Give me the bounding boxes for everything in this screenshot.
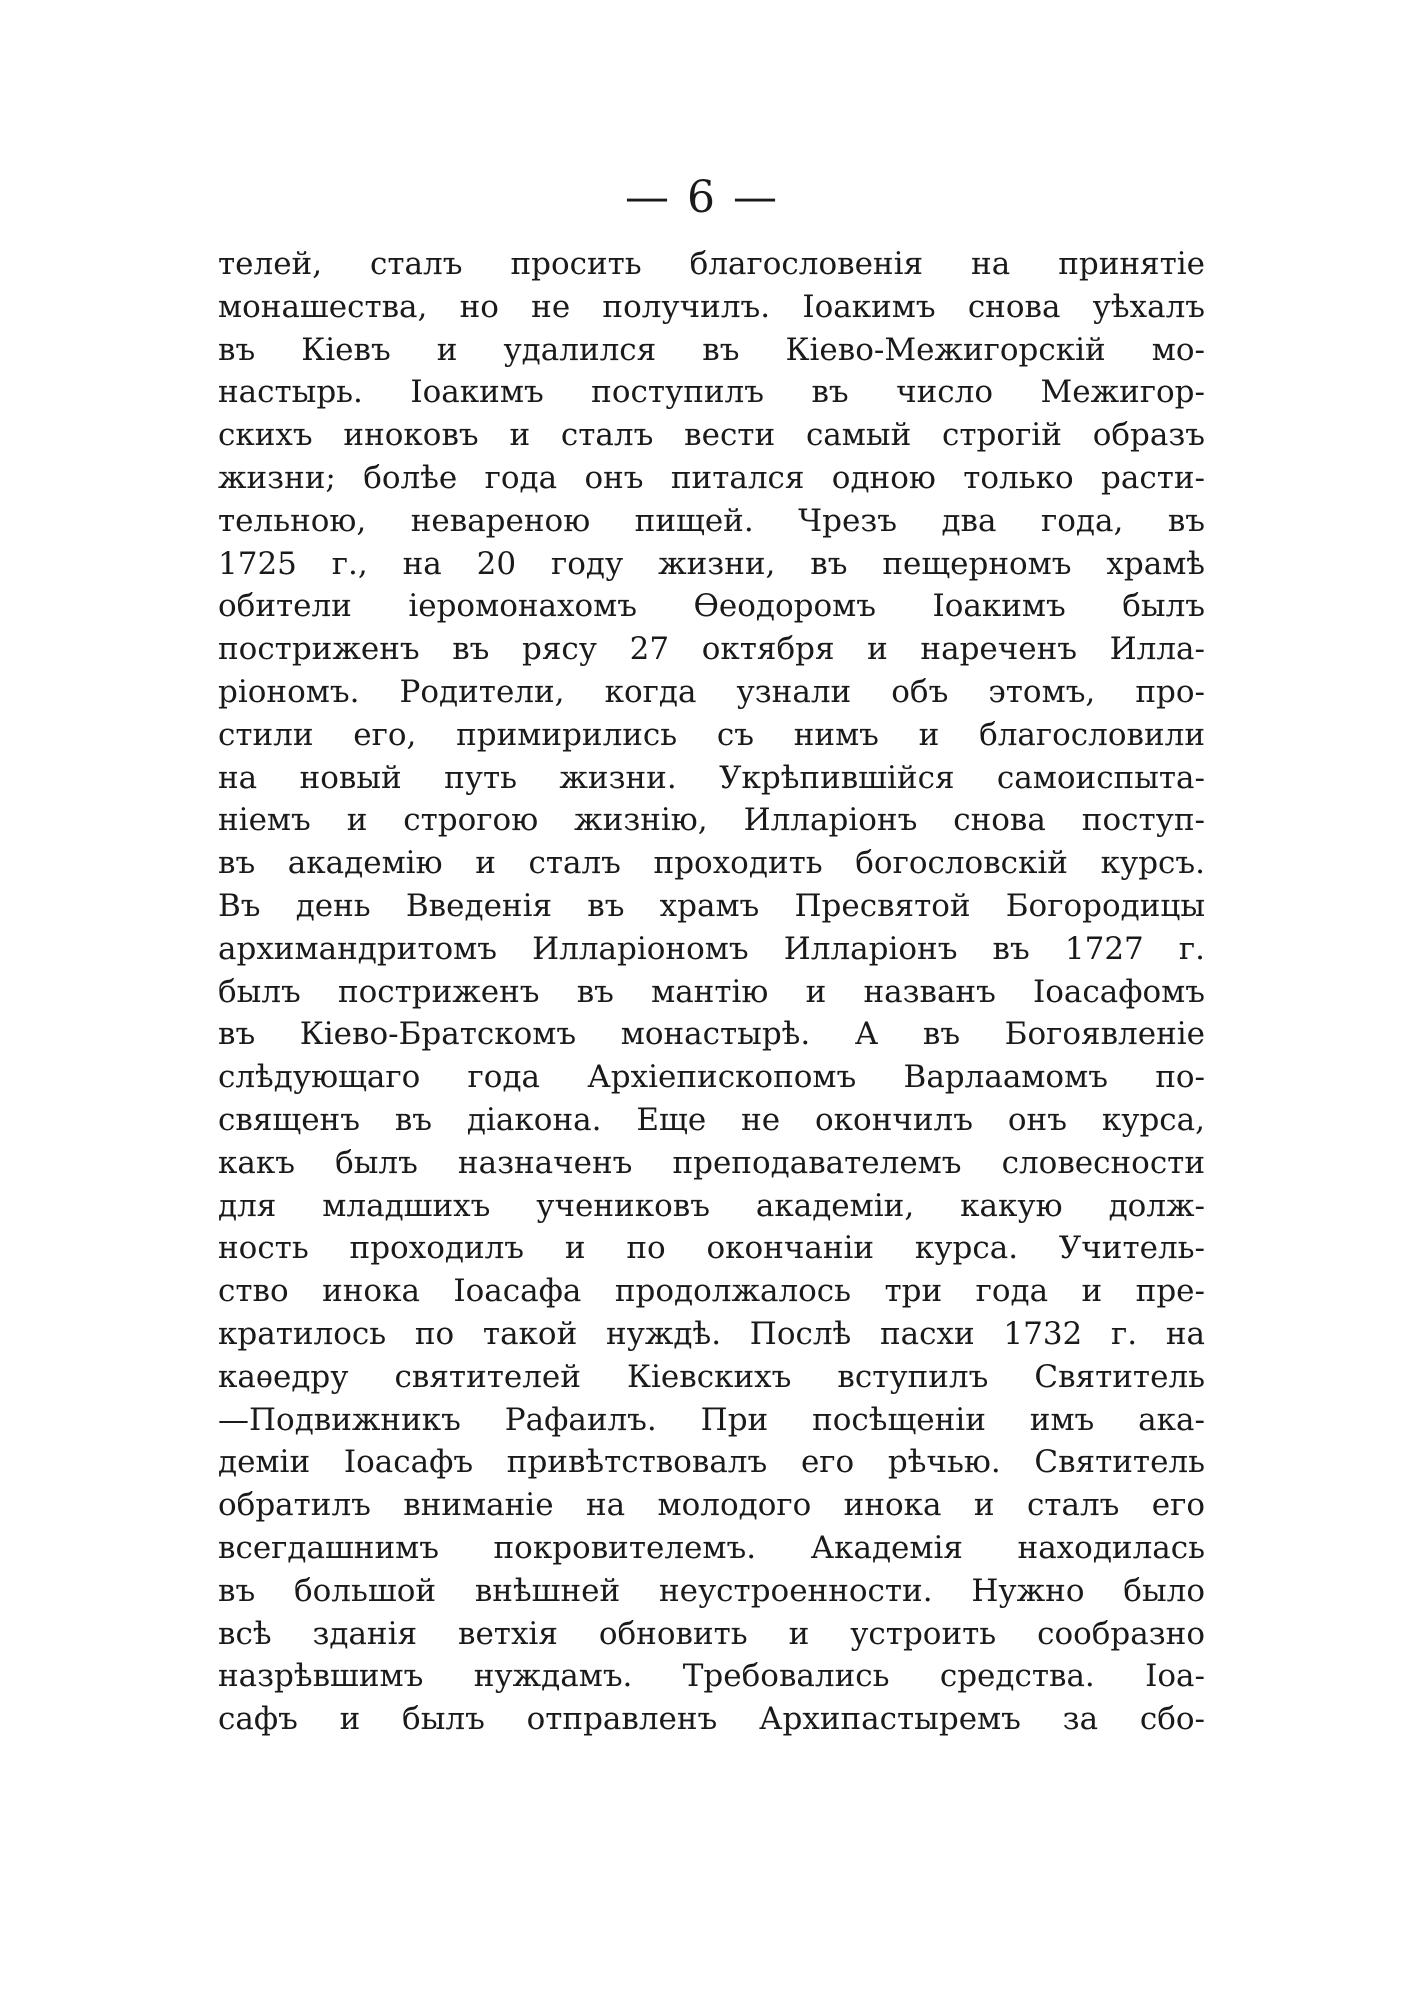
text-line: всѣ зданія ветхія обновить и устроить сообразно xyxy=(218,1615,1205,1652)
text-line: тельною, невареною пищей. Чрезъ два года, въ xyxy=(218,502,1205,539)
text-line: ніемъ и строгою жизнію, Илларіонъ снова поступ- xyxy=(218,802,1205,839)
text-line: какъ былъ назначенъ преподавателемъ словесности xyxy=(218,1144,1205,1181)
text-line: въ Кіевъ и удалился въ Кіево-Межигорскій мо- xyxy=(218,331,1205,368)
text-line: обители іеромонахомъ Ѳеодоромъ Іоакимъ былъ xyxy=(218,588,1205,625)
text-line: ность проходилъ и по окончаніи курса. Учитель- xyxy=(218,1230,1205,1267)
text-line: телей, сталъ просить благословенія на принятіе xyxy=(218,246,1205,282)
text-line: архимандритомъ Илларіономъ Илларіонъ въ 1727 г. xyxy=(218,930,1205,967)
page-number: — 6 — xyxy=(625,172,779,223)
text-line: всегдашнимъ покровителемъ. Академія находилась xyxy=(218,1529,1205,1566)
text-line: въ большой внѣшней неустроенности. Нужно было xyxy=(218,1572,1205,1609)
text-line: на новый путь жизни. Укрѣпившійся самоиспыта- xyxy=(218,759,1205,796)
text-line: былъ постриженъ въ мантію и названъ Іоасафомъ xyxy=(218,973,1205,1010)
body-text xyxy=(218,243,1205,1741)
text-line: назрѣвшимъ нуждамъ. Требовались средства. Іоа- xyxy=(218,1658,1205,1695)
text-line: —Подвижникъ Рафаилъ. При посѣщеніи имъ ака- xyxy=(218,1401,1205,1438)
text-line: стили его, примирились съ нимъ и благословили xyxy=(218,716,1205,753)
text-line: настырь. Іоакимъ поступилъ въ число Межигор- xyxy=(218,374,1205,411)
text-line: постриженъ въ рясу 27 октября и нареченъ Илла- xyxy=(218,631,1205,668)
text-line: Въ день Введенія въ храмъ Пресвятой Богородицы xyxy=(218,887,1205,924)
text-line: ріономъ. Родители, когда узнали объ этомъ, про- xyxy=(218,673,1205,710)
text-line: кратилось по такой нуждѣ. Послѣ пасхи 1732 г. на xyxy=(218,1315,1205,1352)
text-line: каѳедру святителей Кіевскихъ вступилъ Святитель xyxy=(218,1358,1205,1395)
text-line: священъ въ діакона. Еще не окончилъ онъ курса, xyxy=(218,1101,1205,1138)
text-line: для младшихъ учениковъ академіи, какую долж- xyxy=(218,1187,1205,1224)
text-line: ство инока Іоасафа продолжалось три года и пре- xyxy=(218,1273,1205,1310)
text-line: обратилъ вниманіе на молодого инока и сталъ его xyxy=(218,1487,1205,1524)
text-line: въ академію и сталъ проходить богословскій курсъ. xyxy=(218,845,1205,882)
text-line: сафъ и былъ отправленъ Архипастыремъ за сбо- xyxy=(218,1701,1205,1738)
text-line: 1725 г., на 20 году жизни, въ пещерномъ храмѣ xyxy=(218,545,1205,582)
text-line: деміи Іоасафъ привѣтствовалъ его рѣчью. Святитель xyxy=(218,1444,1205,1481)
text-line: жизни; болѣе года онъ питался одною только расти- xyxy=(218,459,1205,496)
text-line: скихъ иноковъ и сталъ вести самый строгій образъ xyxy=(218,417,1205,454)
text-line: монашества, но не получилъ. Іоакимъ снова уѣхалъ xyxy=(218,288,1205,325)
text-line: слѣдующаго года Архіепископомъ Варлаамомъ по- xyxy=(218,1059,1205,1096)
text-line: въ Кіево-Братскомъ монастырѣ. А въ Богоявленіе xyxy=(218,1016,1205,1053)
